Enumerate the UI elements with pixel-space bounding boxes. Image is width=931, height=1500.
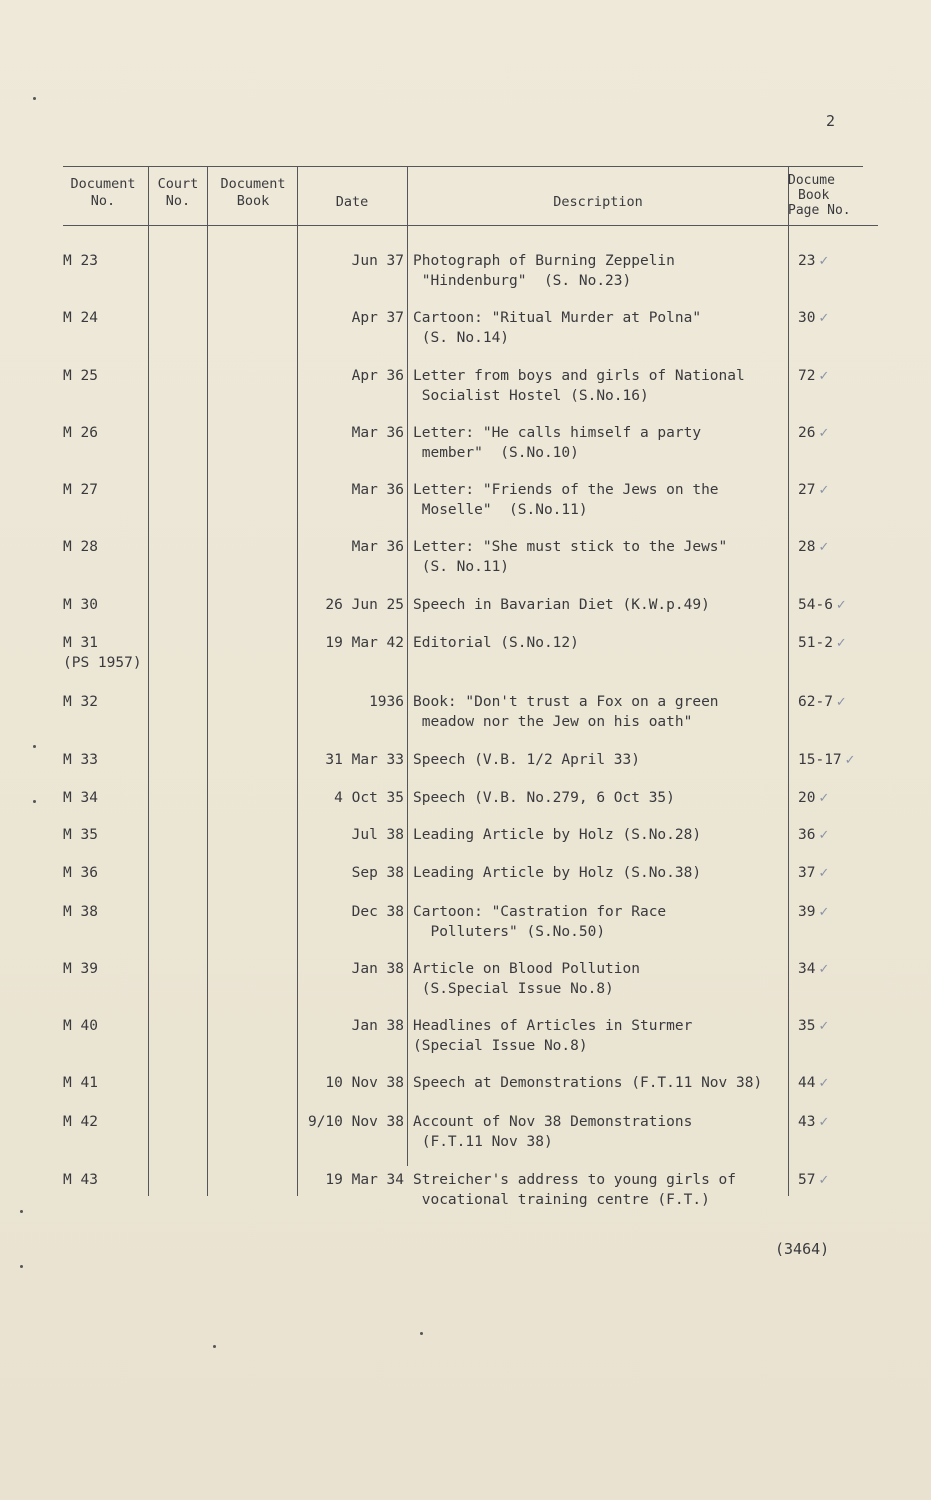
book-page-no: 34 xyxy=(798,961,816,977)
book-page-cell xyxy=(798,863,829,884)
description-cell xyxy=(413,788,788,808)
document-no: M 41 xyxy=(63,1075,98,1091)
document-no-cell xyxy=(63,1170,98,1190)
description-cell xyxy=(413,692,788,732)
book-page-no: 43 xyxy=(798,1114,816,1130)
book-page-cell xyxy=(798,902,829,923)
description-line: (S.Special Issue No.8) xyxy=(413,981,614,997)
document-no-cell xyxy=(63,902,98,922)
book-page-cell xyxy=(798,750,856,771)
book-page-no: 62-7 xyxy=(798,694,833,710)
book-page-cell xyxy=(798,251,829,272)
document-no-cell xyxy=(63,251,98,271)
description-cell xyxy=(413,308,788,348)
description-line: Moselle" (S.No.11) xyxy=(413,502,588,518)
description-cell xyxy=(413,633,788,653)
document-no: M 35 xyxy=(63,827,98,843)
book-page-cell xyxy=(798,595,847,616)
date-cell: Mar 36 xyxy=(351,539,404,555)
description-cell xyxy=(413,1170,788,1210)
document-no-cell xyxy=(63,308,98,328)
checkmark-icon: ✓ xyxy=(835,598,847,613)
checkmark-icon: ✓ xyxy=(818,962,830,977)
description-cell xyxy=(413,902,788,942)
checkmark-icon: ✓ xyxy=(818,1173,830,1188)
document-no-cell xyxy=(63,633,142,673)
document-no-cell xyxy=(63,480,98,500)
book-page-cell xyxy=(798,366,829,387)
description-line: Book: "Don't trust a Fox on a green xyxy=(413,694,719,710)
date-cell: Dec 38 xyxy=(351,904,404,920)
document-no-cell xyxy=(63,750,98,770)
column-divider xyxy=(788,166,789,1196)
document-no: M 31 xyxy=(63,635,98,651)
date-cell: Jun 37 xyxy=(351,253,404,269)
description-line: Editorial (S.No.12) xyxy=(413,635,579,651)
paper-speck xyxy=(20,1210,23,1213)
book-page-no: 35 xyxy=(798,1018,816,1034)
document-no: M 26 xyxy=(63,425,98,441)
description-line: vocational training centre (F.T.) xyxy=(413,1192,710,1208)
description-cell xyxy=(413,251,788,291)
document-no: M 24 xyxy=(63,310,98,326)
description-line: Cartoon: "Ritual Murder at Polna" xyxy=(413,310,702,326)
book-page-cell xyxy=(798,1073,829,1094)
document-no-cell xyxy=(63,788,98,808)
book-page-cell xyxy=(798,1170,829,1191)
book-page-cell xyxy=(798,480,829,501)
column-divider xyxy=(148,166,149,1196)
header-document-no xyxy=(63,176,143,210)
header-bottom-rule xyxy=(63,225,878,226)
book-page-no: 39 xyxy=(798,904,816,920)
checkmark-icon: ✓ xyxy=(818,905,830,920)
document-no-cell xyxy=(63,959,98,979)
checkmark-icon: ✓ xyxy=(818,1076,830,1091)
description-line: Socialist Hostel (S.No.16) xyxy=(413,388,649,404)
header-line: Book xyxy=(798,188,830,203)
paper-speck xyxy=(213,1345,216,1348)
date-cell: 1936 xyxy=(369,694,404,710)
book-page-no: 36 xyxy=(798,827,816,843)
header-line: Page No. xyxy=(788,203,851,218)
checkmark-icon: ✓ xyxy=(818,791,830,806)
book-page-cell xyxy=(798,825,829,846)
book-page-cell xyxy=(798,1112,829,1133)
book-page-no: 57 xyxy=(798,1172,816,1188)
description-line: (Special Issue No.8) xyxy=(413,1038,588,1054)
date-cell: Apr 36 xyxy=(351,368,404,384)
checkmark-icon: ✓ xyxy=(818,311,830,326)
table-top-rule xyxy=(63,166,863,167)
document-no-cell xyxy=(63,366,98,386)
checkmark-icon: ✓ xyxy=(844,753,856,768)
date-cell: 9/10 Nov 38 xyxy=(307,1114,404,1130)
book-page-no: 15-17 xyxy=(798,752,842,768)
book-page-no: 37 xyxy=(798,865,816,881)
description-line: Polluters" (S.No.50) xyxy=(413,924,606,940)
description-line: Photograph of Burning Zeppelin xyxy=(413,253,675,269)
header-line: Court xyxy=(157,176,199,192)
header-court-no xyxy=(150,176,206,210)
book-page-cell xyxy=(798,959,829,980)
description-line: Letter from boys and girls of National xyxy=(413,368,745,384)
description-line: "Hindenburg" (S. No.23) xyxy=(413,273,632,289)
description-line: Cartoon: "Castration for Race xyxy=(413,904,667,920)
description-line: Article on Blood Pollution xyxy=(413,961,640,977)
date-cell: Apr 37 xyxy=(351,310,404,326)
description-line: Headlines of Articles in Sturmer xyxy=(413,1018,693,1034)
date-cell: 10 Nov 38 xyxy=(325,1075,404,1091)
document-no: M 43 xyxy=(63,1172,98,1188)
description-line: (S. No.14) xyxy=(413,330,510,346)
book-page-no: 51-2 xyxy=(798,635,833,651)
paper-speck xyxy=(33,745,36,748)
description-line: Account of Nov 38 Demonstrations xyxy=(413,1114,693,1130)
document-no: M 40 xyxy=(63,1018,98,1034)
book-page-cell xyxy=(798,537,829,558)
description-cell xyxy=(413,959,788,999)
checkmark-icon: ✓ xyxy=(818,1019,830,1034)
document-no-alt: (PS 1957) xyxy=(63,655,142,671)
checkmark-icon: ✓ xyxy=(835,636,847,651)
document-no-cell xyxy=(63,1073,98,1093)
date-cell: Sep 38 xyxy=(351,865,404,881)
date-cell: Jul 38 xyxy=(351,827,404,843)
checkmark-icon: ✓ xyxy=(835,695,847,710)
description-line: (S. No.11) xyxy=(413,559,510,575)
description-line: Letter: "She must stick to the Jews" xyxy=(413,539,728,555)
book-page-no: 54-6 xyxy=(798,597,833,613)
document-no: M 28 xyxy=(63,539,98,555)
checkmark-icon: ✓ xyxy=(818,426,830,441)
document-no: M 38 xyxy=(63,904,98,920)
header-document-book xyxy=(209,176,297,210)
date-cell: 19 Mar 42 xyxy=(325,635,404,651)
date-cell: 26 Jun 25 xyxy=(325,597,404,613)
description-cell xyxy=(413,366,788,406)
description-cell xyxy=(413,537,788,577)
description-line: Letter: "Friends of the Jews on the xyxy=(413,482,719,498)
paper-speck xyxy=(20,1265,23,1268)
document-no-cell xyxy=(63,537,98,557)
document-no: M 23 xyxy=(63,253,98,269)
description-line: Speech in Bavarian Diet (K.W.p.49) xyxy=(413,597,710,613)
book-page-cell xyxy=(798,692,847,713)
header-line: Document xyxy=(220,176,286,192)
description-cell xyxy=(413,863,788,883)
description-cell xyxy=(413,480,788,520)
header-line: No. xyxy=(165,193,191,209)
header-line: Docume xyxy=(788,173,835,188)
description-cell xyxy=(413,825,788,845)
document-no: M 36 xyxy=(63,865,98,881)
header-line: Document xyxy=(70,176,136,192)
date-cell: Jan 38 xyxy=(351,1018,404,1034)
book-page-cell xyxy=(798,1016,829,1037)
book-page-no: 44 xyxy=(798,1075,816,1091)
header-line: No. xyxy=(90,193,116,209)
date-cell: 19 Mar 34 xyxy=(325,1172,404,1188)
document-no-cell xyxy=(63,423,98,443)
paper-speck xyxy=(33,800,36,803)
description-line: Leading Article by Holz (S.No.28) xyxy=(413,827,702,843)
description-line: (F.T.11 Nov 38) xyxy=(413,1134,553,1150)
checkmark-icon: ✓ xyxy=(818,866,830,881)
book-page-cell xyxy=(798,308,829,329)
paper-speck xyxy=(33,97,36,100)
date-cell: 4 Oct 35 xyxy=(334,790,404,806)
column-divider xyxy=(207,166,208,1196)
description-line: member" (S.No.10) xyxy=(413,445,579,461)
book-page-cell xyxy=(798,633,847,654)
description-cell xyxy=(413,1112,788,1152)
checkmark-icon: ✓ xyxy=(818,1115,830,1130)
book-page-no: 26 xyxy=(798,425,816,441)
document-no-cell xyxy=(63,825,98,845)
book-page-cell xyxy=(798,788,829,809)
description-line: Speech (V.B. 1/2 April 33) xyxy=(413,752,640,768)
checkmark-icon: ✓ xyxy=(818,828,830,843)
description-line: Speech (V.B. No.279, 6 Oct 35) xyxy=(413,790,675,806)
document-no: M 42 xyxy=(63,1114,98,1130)
document-no-cell xyxy=(63,863,98,883)
reference-number: (3464) xyxy=(775,1240,830,1258)
book-page-no: 30 xyxy=(798,310,816,326)
description-line: Speech at Demonstrations (F.T.11 Nov 38) xyxy=(413,1075,763,1091)
document-no: M 25 xyxy=(63,368,98,384)
page-number: 2 xyxy=(826,112,836,130)
description-line: Letter: "He calls himself a party xyxy=(413,425,702,441)
checkmark-icon: ✓ xyxy=(818,254,830,269)
description-cell xyxy=(413,595,788,615)
document-no-cell xyxy=(63,692,98,712)
date-cell: Jan 38 xyxy=(351,961,404,977)
checkmark-icon: ✓ xyxy=(818,540,830,555)
header-line: Book xyxy=(236,193,270,209)
header-book-page-no xyxy=(786,173,866,218)
description-line: Streicher's address to young girls of xyxy=(413,1172,737,1188)
document-no: M 27 xyxy=(63,482,98,498)
document-no-cell xyxy=(63,1016,98,1036)
book-page-no: 20 xyxy=(798,790,816,806)
paper-speck xyxy=(420,1332,423,1335)
book-page-no: 72 xyxy=(798,368,816,384)
book-page-no: 28 xyxy=(798,539,816,555)
description-cell xyxy=(413,1073,788,1093)
document-no: M 33 xyxy=(63,752,98,768)
book-page-cell xyxy=(798,423,829,444)
description-cell xyxy=(413,1016,788,1056)
document-no: M 30 xyxy=(63,597,98,613)
document-no: M 39 xyxy=(63,961,98,977)
checkmark-icon: ✓ xyxy=(818,369,830,384)
column-divider xyxy=(407,166,408,1166)
header-date: Date xyxy=(335,194,369,210)
description-line: Leading Article by Holz (S.No.38) xyxy=(413,865,702,881)
date-cell: 31 Mar 33 xyxy=(325,752,404,768)
checkmark-icon: ✓ xyxy=(818,483,830,498)
date-cell: Mar 36 xyxy=(351,482,404,498)
book-page-no: 23 xyxy=(798,253,816,269)
description-cell xyxy=(413,750,788,770)
description-line: meadow nor the Jew on his oath" xyxy=(413,714,693,730)
description-cell xyxy=(413,423,788,463)
document-no-cell xyxy=(63,1112,98,1132)
header-description: Description xyxy=(553,194,643,210)
book-page-no: 27 xyxy=(798,482,816,498)
date-cell: Mar 36 xyxy=(351,425,404,441)
document-no-cell xyxy=(63,595,98,615)
document-no: M 34 xyxy=(63,790,98,806)
document-no: M 32 xyxy=(63,694,98,710)
